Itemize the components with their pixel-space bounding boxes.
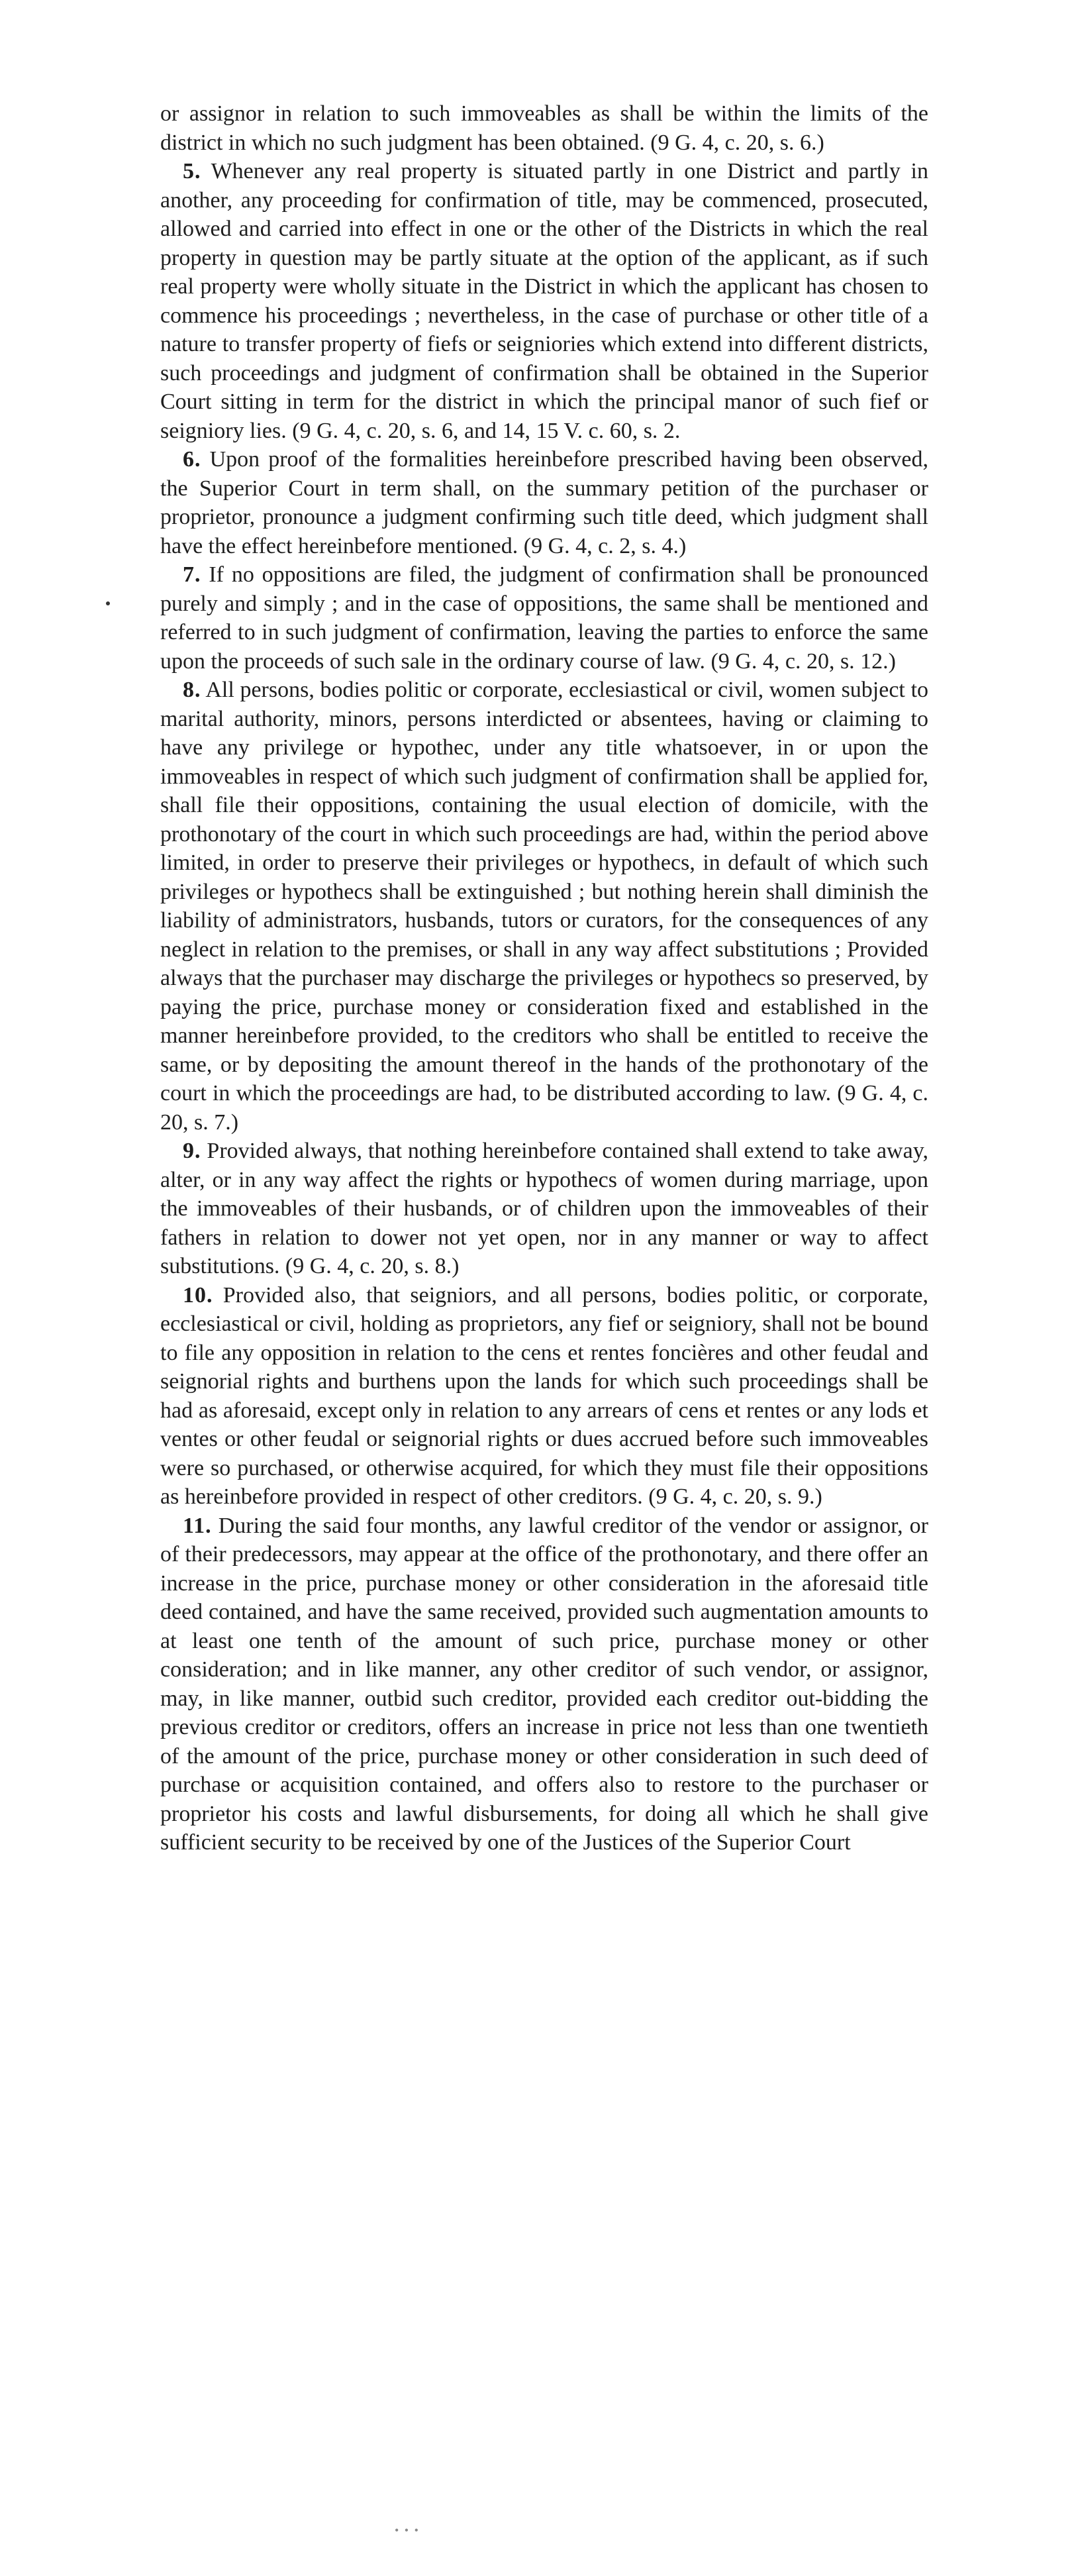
paragraph-text: Provided also, that seigniors, and all persons, bodies politic, or corporate, ecclesiastical or civil, holding as proprietors, any fief or seigniory, shall not be bound to file any opposition in relation to the cens et rentes foncières and other feudal and seignorial rights and burthens upon the lands for which such proceedings shall be had as aforesaid, except only in relation to any arrears of cens et rentes or any lods et ventes or other feudal or seignorial rights or dues accrued before such immoveables were so purchased, or otherwise acquired, for which they must file their oppositions as hereinbefore provided in respect of other creditors. (9 G. 4, c. 20, s. 9.) (160, 1282, 929, 1509)
paragraph-text: Provided always, that nothing hereinbefore contained shall extend to take away, alter, or in any way affect the rights or hypothecs of women during marriage, upon the immoveables of their husbands, or of children upon the immoveables of their fathers in relation to dower not yet open, nor in any manner or way to affect substitutions. (9 G. 4, c. 20, s. 8.) (160, 1139, 928, 1278)
section-number: 7. (183, 562, 201, 587)
margin-mark (106, 601, 110, 605)
paragraph-text: Whenever any real property is situated partly in one District and partly in another, any proceeding for confirmation of title, may be commenced, prosecuted, allowed and carried into effect in one or the other of the Districts in which the real property in question may be partly situate at the option of the applicant, as if such real property were wholly situate in the District in which the applicant has chosen to commence his proceedings ; nevertheless, in the case of purchase or other title of a nature to transfer property of fiefs or seigniories which extend into different districts, such proceedings and judgment of confirmation shall be obtained in the Superior Court sitting in term for the district in which the principal manor of such fief or seigniory lies. (9 G. 4, c. 20, s. 6, and 14, 15 V. c. 60, s. 2. (160, 159, 928, 443)
paragraph-text: Upon proof of the formalities hereinbefore prescribed having been observed, the Superior Court in term shall, on the summary petition of the purchaser or proprietor, pronounce a judgment confirming such title deed, which judgment shall have the effect hereinbefore mentioned. (9 G. 4, c. 2, s. 4.) (160, 447, 929, 558)
footer-mark: • • • (395, 2524, 420, 2537)
section-number: 5. (183, 159, 201, 183)
section-number: 11. (183, 1513, 212, 1538)
section-6 (160, 445, 928, 560)
section-number: 6. (183, 447, 201, 472)
section-8 (160, 676, 928, 1137)
paragraph-text: or assignor in relation to such immoveables as shall be within the limits of the district in which no such judgment has been obtained. (9 G. 4, c. 20, s. 6.) (160, 101, 928, 155)
paragraph-continuation (160, 99, 928, 157)
paragraph-text: All persons, bodies politic or corporate, ecclesiastical or civil, women subject to marital authority, minors, persons interdicted or absentees, having or claiming to have any privilege or hypothec, under any title whatsoever, in or upon the immoveables in respect of which such judgment of confirmation shall be applied for, shall file their oppositions, containing the usual election of domicile, with the prothonotary of the court in which such proceedings are had, within the period above limited, in order to preserve their privileges or hypothecs, in default of which such privileges or hypothecs shall be extinguished ; but nothing herein shall diminish the liability of administrators, husbands, tutors or curators, for the consequences of any neglect in relation to the premises, or shall in any way affect substitutions ; Provided always that the purchaser may discharge the privileges or hypothecs so preserved, by paying the price, purchase money or consideration fixed and established in the manner hereinbefore provided, to the creditors who shall be entitled to receive the same, or by depositing the amount thereof in the hands of the prothonotary of the court in which the proceedings are had, to be distributed according to law. (9 G. 4, c. 20, s. 7.) (160, 678, 929, 1135)
paragraph-text: If no oppositions are filed, the judgment of confirmation shall be pronounced purely and simply ; and in the case of oppositions, the same shall be mentioned and referred to in such judgment of confirmation, leaving the parties to enforce the same upon the proceeds of such sale in the ordinary course of law. (9 G. 4, c. 20, s. 12.) (160, 562, 929, 674)
section-9 (160, 1137, 928, 1281)
section-5 (160, 157, 928, 445)
text-column (160, 99, 928, 1857)
section-number: 8. (183, 678, 201, 702)
section-11 (160, 1512, 928, 1857)
section-10 (160, 1281, 928, 1512)
section-number: 10. (183, 1282, 213, 1308)
paragraph-text: During the said four months, any lawful creditor of the vendor or assignor, or of their predecessors, may appear at the office of the prothonotary, and there offer an increase in the price, purchase money or other consideration in the aforesaid title deed contained, and have the same received, provided such augmentation amounts to at least one tenth of the amount of such price, purchase money or other consideration; and in like manner, any other creditor of such vendor, or assignor, may, in like manner, outbid such creditor, provided each creditor out-bidding the previous creditor or creditors, offers an increase in price not less than one twentieth of the amount of the price, purchase money or other consideration in such deed of purchase or acquisition contained, and offers also to restore to the purchaser or proprietor his costs and lawful disbursements, for doing all which he shall give sufficient security to be received by one of the Justices of the Superior Court (160, 1513, 928, 1855)
section-7 (160, 560, 928, 676)
section-number: 9. (183, 1139, 201, 1163)
